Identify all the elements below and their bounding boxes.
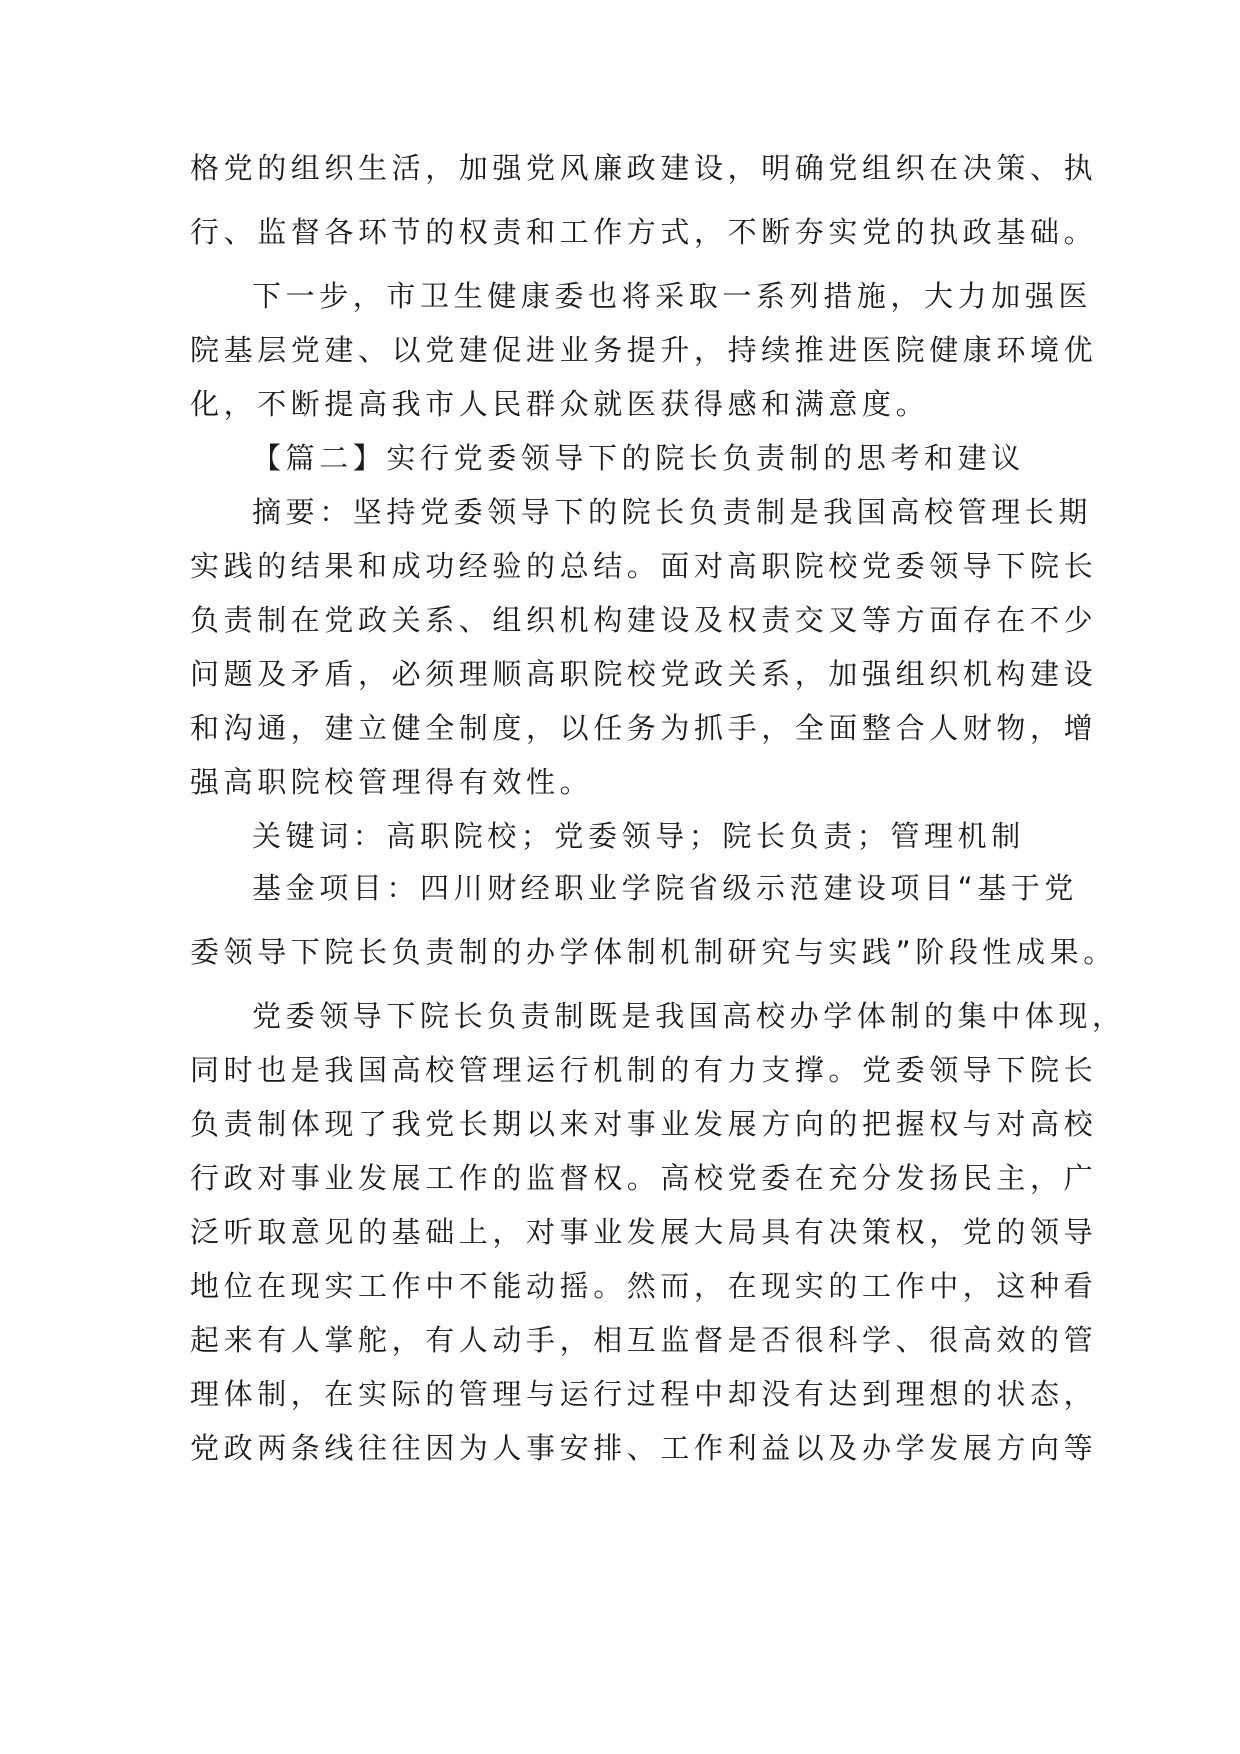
text-line: 党政两条线往往因为人事安排、工作利益以及办学发展方向等 [190,1431,1098,1465]
text-line: 摘要：坚持党委领导下的院长负责制是我国高校管理长期 [252,495,1093,529]
text-line: 行、监督各环节的权责和工作方式，不断夯实党的执政基础。 [190,215,1098,249]
text-line: 同时也是我国高校管理运行机制的有力支撑。党委领导下院长 [190,1053,1098,1087]
text-line: 负责制体现了我党长期以来对事业发展方向的把握权与对高校 [190,1107,1098,1141]
text-line: 强高职院校管理得有效性。 [190,765,594,799]
text-line: 下一步，市卫生健康委也将采取一系列措施，大力加强医 [252,279,1093,313]
text-line: 地位在现实工作中不能动摇。然而，在现实的工作中，这种看 [190,1269,1098,1303]
text-line: 院基层党建、以党建促进业务提升，持续推进医院健康环境优 [190,333,1098,367]
text-line: 委领导下院长负责制的办学体制机制研究与实践”阶段性成果。 [190,935,1117,969]
text-line: 格党的组织生活，加强党风廉政建设，明确党组织在决策、执 [190,151,1098,185]
text-line: 行政对事业发展工作的监督权。高校党委在充分发扬民主，广 [190,1161,1098,1195]
text-line: 化，不断提高我市人民群众就医获得感和满意度。 [190,387,930,421]
keywords-line: 关键词：高职院校；党委领导；院长负责；管理机制 [252,819,1025,853]
fund-project-line: 基金项目：四川财经职业学院省级示范建设项目“基于党 [252,871,1079,905]
text-line: 负责制在党政关系、组织机构建设及权责交叉等方面存在不少 [190,603,1098,637]
text-line: 理体制，在实际的管理与运行过程中却没有达到理想的状态， [190,1377,1098,1411]
text-line: 问题及矛盾，必须理顺高职院校党政关系，加强组织机构建设 [190,657,1098,691]
text-line: 起来有人掌舵，有人动手，相互监督是否很科学、很高效的管 [190,1323,1098,1357]
text-line: 实践的结果和成功经验的总结。面对高职院校党委领导下院长 [190,549,1098,583]
text-line: 党委领导下院长负责制既是我国高校办学体制的集中体现， [252,999,1126,1033]
section-heading: 【篇二】实行党委领导下的院长负责制的思考和建议 [252,441,1025,475]
text-line: 和沟通，建立健全制度，以任务为抓手，全面整合人财物，增 [190,711,1098,745]
text-line: 泛听取意见的基础上，对事业发展大局具有决策权，党的领导 [190,1215,1098,1249]
